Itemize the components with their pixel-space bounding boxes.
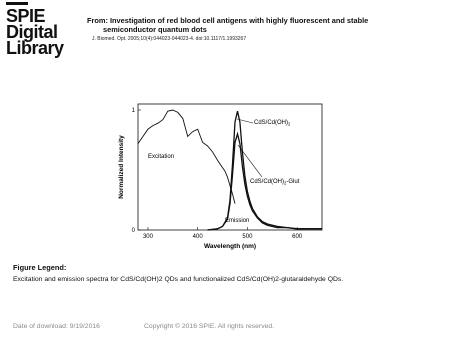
figure-legend-heading: Figure Legend: xyxy=(13,263,67,272)
spectra-chart xyxy=(112,98,326,250)
logo-line1: SPIE xyxy=(6,6,46,26)
download-date: Date of download: 9/19/2016 xyxy=(13,323,100,330)
x-axis-label: Wavelength (nm) xyxy=(203,243,257,250)
x-tick-label: 300 xyxy=(142,234,153,240)
copyright: Copyright © 2016 SPIE. All rights reserved. xyxy=(144,323,275,330)
article-title xyxy=(87,16,437,34)
spie-logo xyxy=(6,2,62,56)
footer xyxy=(13,323,275,330)
annotation-glut-sub: 2 xyxy=(284,180,287,186)
annotation-glut-main: CdS/Cd(OH) xyxy=(250,179,285,185)
x-tick-label: 600 xyxy=(292,234,303,240)
y-axis-label: Normalized Intensity xyxy=(118,135,125,199)
ticks-group xyxy=(132,108,303,240)
annotation-emission: Emission xyxy=(225,218,250,224)
annotation-cds xyxy=(254,120,291,127)
x-tick-label: 400 xyxy=(192,234,203,240)
article-title-line1: From: Investigation of red blood cell antigens with highly fluorescent and stable xyxy=(87,16,369,25)
annotation-cds-sub: 2 xyxy=(288,121,291,127)
annotation-cds-main: CdS/Cd(OH) xyxy=(254,120,289,126)
annotation-glut xyxy=(250,179,300,186)
logo-line2: Digital xyxy=(6,22,58,42)
x-tick-label: 500 xyxy=(242,234,253,240)
article-title-line2: semiconductor quantum dots xyxy=(103,25,207,34)
plot-frame xyxy=(138,104,322,230)
annotation-glut-suffix: -Glut xyxy=(286,179,300,185)
annotation-excitation: Excitation xyxy=(148,154,175,160)
citation: J. Biomed. Opt. 2005;10(4):044023-044023-4. doi:10.1117/1.1993267 xyxy=(92,36,247,42)
logo-bar xyxy=(6,2,28,5)
figure-caption: Excitation and emission spectra for CdS/Cd(OH)2 QDs and functionalized CdS/Cd(OH)2-glutaraldehyde QDs. xyxy=(13,276,344,283)
y-tick-label: 1 xyxy=(131,108,135,114)
logo-line3: Library xyxy=(6,38,64,58)
y-tick-label: 0 xyxy=(131,228,135,234)
chart-container xyxy=(112,98,326,255)
series-group xyxy=(138,110,322,230)
